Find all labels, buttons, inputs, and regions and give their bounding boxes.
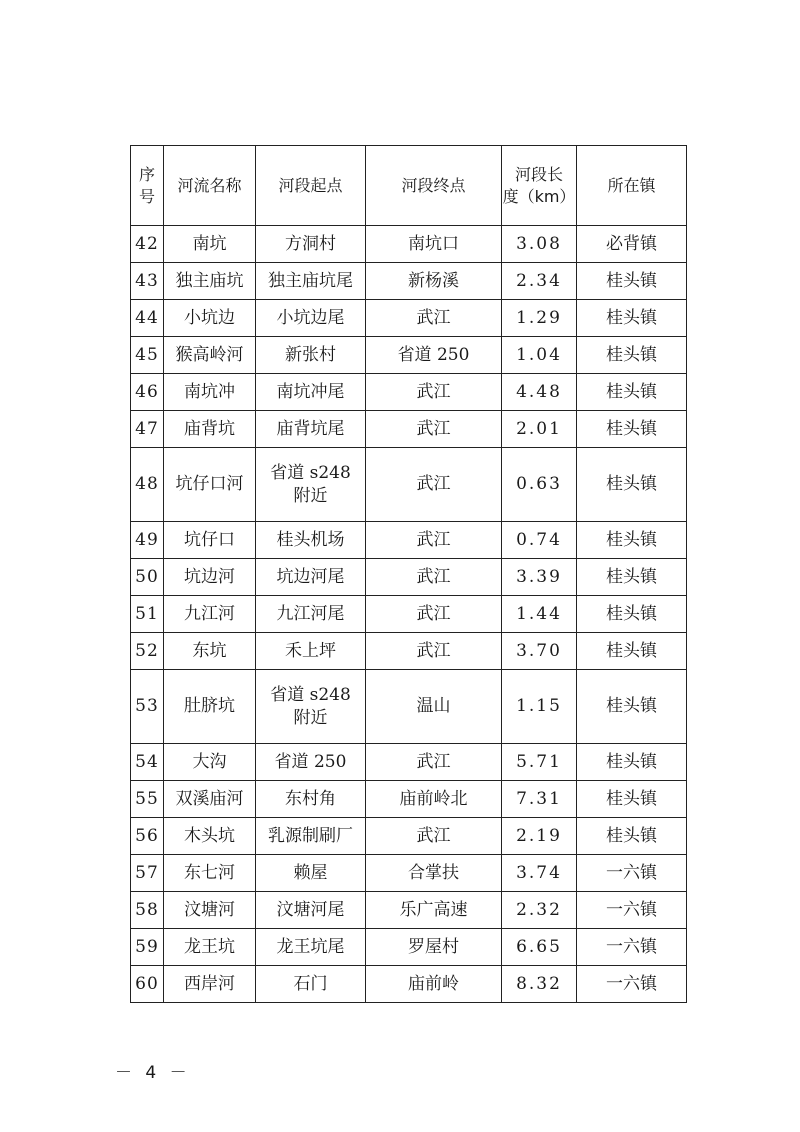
cell-river-name: 坑边河	[164, 559, 256, 596]
header-segment-start: 河段起点	[256, 146, 366, 226]
cell-segment-end: 乐广高速	[366, 892, 502, 929]
cell-segment-end: 省道 250	[366, 337, 502, 374]
cell-river-name: 南坑冲	[164, 374, 256, 411]
cell-index: 57	[131, 855, 164, 892]
table-row	[131, 522, 687, 559]
cell-index: 45	[131, 337, 164, 374]
cell-index: 58	[131, 892, 164, 929]
cell-town: 桂头镇	[577, 337, 687, 374]
cell-index: 44	[131, 300, 164, 337]
header-town: 所在镇	[577, 146, 687, 226]
table-row	[131, 781, 687, 818]
cell-index: 50	[131, 559, 164, 596]
cell-index: 46	[131, 374, 164, 411]
table-row	[131, 411, 687, 448]
cell-town: 必背镇	[577, 226, 687, 263]
cell-index: 55	[131, 781, 164, 818]
cell-river-name: 独主庙坑	[164, 263, 256, 300]
cell-segment-end: 武江	[366, 448, 502, 522]
cell-index: 43	[131, 263, 164, 300]
cell-segment-start: 龙王坑尾	[256, 929, 366, 966]
cell-segment-length: 2.34	[502, 263, 577, 300]
cell-river-name: 龙王坑	[164, 929, 256, 966]
cell-segment-length: 3.39	[502, 559, 577, 596]
cell-segment-start: 庙背坑尾	[256, 411, 366, 448]
cell-segment-end: 武江	[366, 596, 502, 633]
table-row	[131, 855, 687, 892]
cell-town: 桂头镇	[577, 374, 687, 411]
cell-river-name: 九江河	[164, 596, 256, 633]
cell-river-name: 南坑	[164, 226, 256, 263]
cell-town: 桂头镇	[577, 781, 687, 818]
cell-segment-start: 乳源制刷厂	[256, 818, 366, 855]
cell-segment-end: 武江	[366, 818, 502, 855]
header-segment-length: 河段长 度（km）	[502, 146, 577, 226]
cell-town: 一六镇	[577, 966, 687, 1003]
cell-segment-length: 1.04	[502, 337, 577, 374]
cell-town: 桂头镇	[577, 633, 687, 670]
cell-segment-start: 新张村	[256, 337, 366, 374]
cell-river-name: 大沟	[164, 744, 256, 781]
cell-river-name: 猴高岭河	[164, 337, 256, 374]
cell-segment-start: 石门	[256, 966, 366, 1003]
cell-segment-length: 1.44	[502, 596, 577, 633]
table-row	[131, 448, 687, 522]
table-row	[131, 374, 687, 411]
table-row	[131, 892, 687, 929]
cell-segment-start: 独主庙坑尾	[256, 263, 366, 300]
cell-index: 42	[131, 226, 164, 263]
cell-segment-end: 罗屋村	[366, 929, 502, 966]
table-row	[131, 300, 687, 337]
cell-segment-length: 4.48	[502, 374, 577, 411]
cell-segment-start: 赖屋	[256, 855, 366, 892]
cell-river-name: 东七河	[164, 855, 256, 892]
cell-segment-length: 0.63	[502, 448, 577, 522]
cell-river-name: 双溪庙河	[164, 781, 256, 818]
cell-river-name: 西岸河	[164, 966, 256, 1003]
cell-town: 桂头镇	[577, 263, 687, 300]
header-segment-end: 河段终点	[366, 146, 502, 226]
cell-town: 桂头镇	[577, 596, 687, 633]
cell-index: 52	[131, 633, 164, 670]
cell-segment-start: 方洞村	[256, 226, 366, 263]
cell-index: 47	[131, 411, 164, 448]
cell-segment-start: 禾上坪	[256, 633, 366, 670]
cell-segment-end: 新杨溪	[366, 263, 502, 300]
cell-segment-length: 2.01	[502, 411, 577, 448]
cell-segment-start: 省道 s248 附近	[256, 670, 366, 744]
cell-index: 48	[131, 448, 164, 522]
cell-segment-length: 8.32	[502, 966, 577, 1003]
cell-segment-end: 庙前岭	[366, 966, 502, 1003]
cell-river-name: 东坑	[164, 633, 256, 670]
table-row	[131, 263, 687, 300]
cell-segment-end: 武江	[366, 559, 502, 596]
cell-segment-start: 东村角	[256, 781, 366, 818]
table-row	[131, 818, 687, 855]
cell-town: 桂头镇	[577, 559, 687, 596]
header-river-name: 河流名称	[164, 146, 256, 226]
table-row	[131, 596, 687, 633]
cell-town: 桂头镇	[577, 411, 687, 448]
cell-segment-end: 武江	[366, 522, 502, 559]
cell-river-name: 坑仔口河	[164, 448, 256, 522]
cell-town: 桂头镇	[577, 448, 687, 522]
cell-index: 49	[131, 522, 164, 559]
cell-index: 53	[131, 670, 164, 744]
cell-index: 54	[131, 744, 164, 781]
cell-segment-start: 坑边河尾	[256, 559, 366, 596]
cell-segment-end: 武江	[366, 744, 502, 781]
cell-index: 60	[131, 966, 164, 1003]
cell-segment-length: 0.74	[502, 522, 577, 559]
cell-town: 一六镇	[577, 929, 687, 966]
cell-river-name: 肚脐坑	[164, 670, 256, 744]
cell-segment-start: 汶塘河尾	[256, 892, 366, 929]
cell-segment-start: 九江河尾	[256, 596, 366, 633]
cell-segment-length: 5.71	[502, 744, 577, 781]
cell-segment-end: 武江	[366, 374, 502, 411]
cell-segment-length: 1.29	[502, 300, 577, 337]
cell-index: 56	[131, 818, 164, 855]
cell-river-name: 小坑边	[164, 300, 256, 337]
table-row	[131, 966, 687, 1003]
table-body	[131, 226, 687, 1003]
table-row	[131, 559, 687, 596]
cell-segment-start: 桂头机场	[256, 522, 366, 559]
cell-index: 51	[131, 596, 164, 633]
table-row	[131, 670, 687, 744]
cell-segment-length: 2.32	[502, 892, 577, 929]
table-row	[131, 633, 687, 670]
table-header-row	[131, 146, 687, 226]
cell-segment-end: 武江	[366, 300, 502, 337]
cell-segment-length: 6.65	[502, 929, 577, 966]
table-row	[131, 744, 687, 781]
cell-town: 桂头镇	[577, 300, 687, 337]
cell-segment-length: 2.19	[502, 818, 577, 855]
cell-segment-end: 合掌扶	[366, 855, 502, 892]
table-row	[131, 929, 687, 966]
cell-town: 一六镇	[577, 892, 687, 929]
table-row	[131, 226, 687, 263]
cell-river-name: 庙背坑	[164, 411, 256, 448]
cell-segment-end: 庙前岭北	[366, 781, 502, 818]
cell-segment-end: 温山	[366, 670, 502, 744]
cell-segment-end: 武江	[366, 633, 502, 670]
cell-river-name: 汶塘河	[164, 892, 256, 929]
cell-segment-length: 1.15	[502, 670, 577, 744]
cell-segment-length: 7.31	[502, 781, 577, 818]
cell-river-name: 木头坑	[164, 818, 256, 855]
cell-segment-end: 武江	[366, 411, 502, 448]
cell-segment-length: 3.08	[502, 226, 577, 263]
cell-segment-end: 南坑口	[366, 226, 502, 263]
cell-town: 一六镇	[577, 855, 687, 892]
cell-segment-start: 省道 250	[256, 744, 366, 781]
cell-segment-start: 小坑边尾	[256, 300, 366, 337]
cell-town: 桂头镇	[577, 818, 687, 855]
table-row	[131, 337, 687, 374]
cell-town: 桂头镇	[577, 522, 687, 559]
cell-town: 桂头镇	[577, 670, 687, 744]
cell-segment-start: 省道 s248 附近	[256, 448, 366, 522]
page-number: － 4 －	[115, 1063, 191, 1083]
cell-town: 桂头镇	[577, 744, 687, 781]
cell-segment-start: 南坑冲尾	[256, 374, 366, 411]
cell-segment-length: 3.74	[502, 855, 577, 892]
river-table	[130, 145, 687, 1003]
cell-segment-length: 3.70	[502, 633, 577, 670]
cell-river-name: 坑仔口	[164, 522, 256, 559]
header-index: 序 号	[131, 146, 164, 226]
cell-index: 59	[131, 929, 164, 966]
